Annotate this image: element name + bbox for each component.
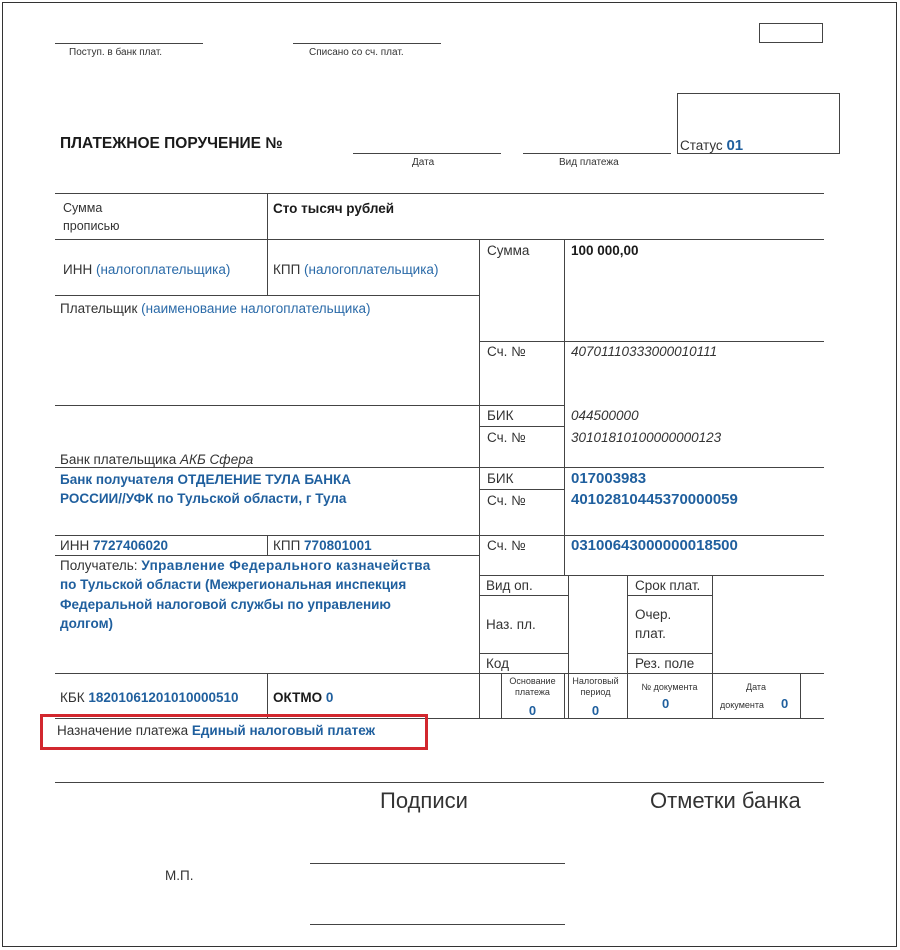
recipient-bank-line-2: РОССИИ//УФК по Тульской области, г Тула xyxy=(60,491,347,506)
recipient-bik-label: БИК xyxy=(487,471,514,486)
row-line-4 xyxy=(55,405,479,406)
right-line-1 xyxy=(479,341,824,342)
bank-marks-label: Отметки банка xyxy=(650,788,801,813)
period-value: 0 xyxy=(591,703,600,718)
doc-number-value: 0 xyxy=(662,696,670,711)
recipient-bank-acc-value: 40102810445370000059 xyxy=(571,491,738,508)
payer-account-value: 40701110333000010111 xyxy=(571,344,718,359)
recipient-kpp-value: 770801001 xyxy=(304,538,372,553)
recipient-acc-label: Сч. № xyxy=(487,538,526,553)
status-value: 01 xyxy=(726,137,744,154)
purpose-label: Назначение платежа xyxy=(57,723,189,738)
kbk xyxy=(60,690,239,705)
doc-date-label-1: Дата xyxy=(746,682,766,692)
recipient-acc-value: 03100643000000018500 xyxy=(571,537,738,554)
status-label xyxy=(680,137,743,154)
payer-bank-value: АКБ Сфера xyxy=(180,452,254,467)
basis-label-2: платежа xyxy=(515,687,550,697)
right-line-4 xyxy=(479,489,564,490)
right-column-divider xyxy=(479,239,480,718)
sum-words-value: Сто тысяч рублей xyxy=(273,201,395,216)
codes-line-top xyxy=(479,575,824,576)
doc-number-label: № документа xyxy=(641,682,698,692)
oktmo xyxy=(273,690,333,705)
deadline-label: Срок плат. xyxy=(635,578,701,593)
received-label: Поступ. в банк плат. xyxy=(69,47,163,58)
tax-divider-5 xyxy=(800,673,801,718)
reserve-label: Рез. поле xyxy=(635,656,695,671)
sum-label: Сумма xyxy=(487,243,530,258)
kbk-value: 18201061201010000510 xyxy=(88,690,239,705)
recipient-inn-label: ИНН xyxy=(60,538,90,553)
sum-words-divider xyxy=(267,193,268,240)
payer-inn-label: ИНН xyxy=(63,262,93,277)
date-line xyxy=(353,153,501,154)
row-line-5 xyxy=(55,467,824,468)
oktmo-label: ОКТМО xyxy=(273,690,323,705)
code-label: Код xyxy=(486,656,509,671)
payer-kpp-hint: (налогоплательщика) xyxy=(304,262,439,277)
page-title: ПЛАТЕЖНОЕ ПОРУЧЕНИЕ № xyxy=(60,135,283,152)
payment-type-label: Вид платежа xyxy=(559,157,619,168)
payer-hint: (наименование налогоплательщика) xyxy=(141,301,371,316)
payer-bank xyxy=(60,452,253,467)
document-code-box xyxy=(759,23,823,43)
date-label: Дата xyxy=(412,157,435,168)
purpose-value: Единый налоговый платеж xyxy=(191,723,376,738)
signatures-label: Подписи xyxy=(380,788,468,813)
recipient-line-3: Федеральной налоговой службы по управлению xyxy=(60,597,391,612)
sum-words-label-1: Сумма xyxy=(63,201,103,215)
payer-kpp-label: КПП xyxy=(273,262,301,277)
oktmo-value: 0 xyxy=(325,690,334,705)
recipient-inn-value: 7727406020 xyxy=(92,538,169,553)
recipient-name-1 xyxy=(60,558,431,573)
codes-line-2b xyxy=(627,595,712,596)
payer-inn xyxy=(63,262,230,277)
recipient-inn xyxy=(60,538,168,553)
purpose xyxy=(57,723,375,738)
payer-name xyxy=(60,301,371,316)
right-line-3 xyxy=(479,426,564,427)
payer-label: Плательщик xyxy=(60,301,138,316)
received-line xyxy=(55,43,203,44)
row-line-3 xyxy=(55,295,479,296)
payer-account-label: Сч. № xyxy=(487,344,526,359)
status-label-text: Статус xyxy=(680,138,723,153)
recipient-line-2: по Тульской области (Межрегиональная инспекция xyxy=(60,577,407,592)
codes-line-3 xyxy=(479,653,568,654)
recipient-bik-value: 017003983 xyxy=(571,470,647,487)
tax-divider-4 xyxy=(712,673,713,718)
row-line-7 xyxy=(55,555,479,556)
debited-label: Списано со сч. плат. xyxy=(309,47,404,58)
recipient-inn-kpp-divider xyxy=(267,535,268,555)
payer-inn-kpp-divider xyxy=(267,239,268,296)
payer-corr-label: Сч. № xyxy=(487,430,526,445)
op-type-label: Вид оп. xyxy=(486,578,533,593)
payer-corr-value: 30101810100000000123 xyxy=(571,430,722,445)
recipient-line-1: Управление Федерального казначейства xyxy=(141,558,431,573)
order-label-1: Очер. xyxy=(635,607,672,622)
codes-line-3b xyxy=(627,653,712,654)
payer-kpp xyxy=(273,262,438,277)
basis-value: 0 xyxy=(528,703,537,718)
row-line-1 xyxy=(55,193,824,194)
row-line-6 xyxy=(55,535,824,536)
tax-line-top xyxy=(55,673,824,674)
period-label-2: период xyxy=(580,687,611,697)
payer-bank-label: Банк плательщика xyxy=(60,452,177,467)
payer-bik-label: БИК xyxy=(487,408,514,423)
kbk-label: КБК xyxy=(60,690,85,705)
payer-bik-value: 044500000 xyxy=(571,408,639,423)
right-value-divider xyxy=(564,239,565,575)
recipient-label: Получатель: xyxy=(60,558,138,573)
debited-line xyxy=(293,43,441,44)
purpose-line-bottom xyxy=(55,782,824,783)
doc-date-label-2: документа xyxy=(720,700,764,710)
signature-line-1 xyxy=(310,863,565,864)
doc-date-value: 0 xyxy=(781,696,789,711)
basis-label-1: Основание xyxy=(509,676,556,686)
sum-value: 100 000,00 xyxy=(571,243,639,258)
recipient-bank-line-1: Банк получателя ОТДЕЛЕНИЕ ТУЛА БАНКА xyxy=(60,472,352,487)
stamp-label: М.П. xyxy=(165,868,194,883)
right-line-2 xyxy=(479,405,564,406)
kbk-oktmo-divider xyxy=(267,673,268,718)
payer-inn-hint: (налогоплательщика) xyxy=(95,262,231,277)
recipient-bank-acc-label: Сч. № xyxy=(487,493,526,508)
order-label-2: плат. xyxy=(635,626,666,641)
payment-type-line xyxy=(523,153,671,154)
tax-divider-3 xyxy=(627,673,628,718)
purpose-code-label: Наз. пл. xyxy=(486,617,536,632)
sum-words-label-2: прописью xyxy=(63,219,120,233)
period-label-1: Налоговый xyxy=(572,676,619,686)
recipient-line-4: долгом) xyxy=(60,616,114,631)
row-line-2 xyxy=(55,239,824,240)
recipient-kpp-label: КПП xyxy=(273,538,301,553)
recipient-kpp xyxy=(273,538,372,553)
signature-line-2 xyxy=(310,924,565,925)
codes-line-2 xyxy=(479,595,568,596)
